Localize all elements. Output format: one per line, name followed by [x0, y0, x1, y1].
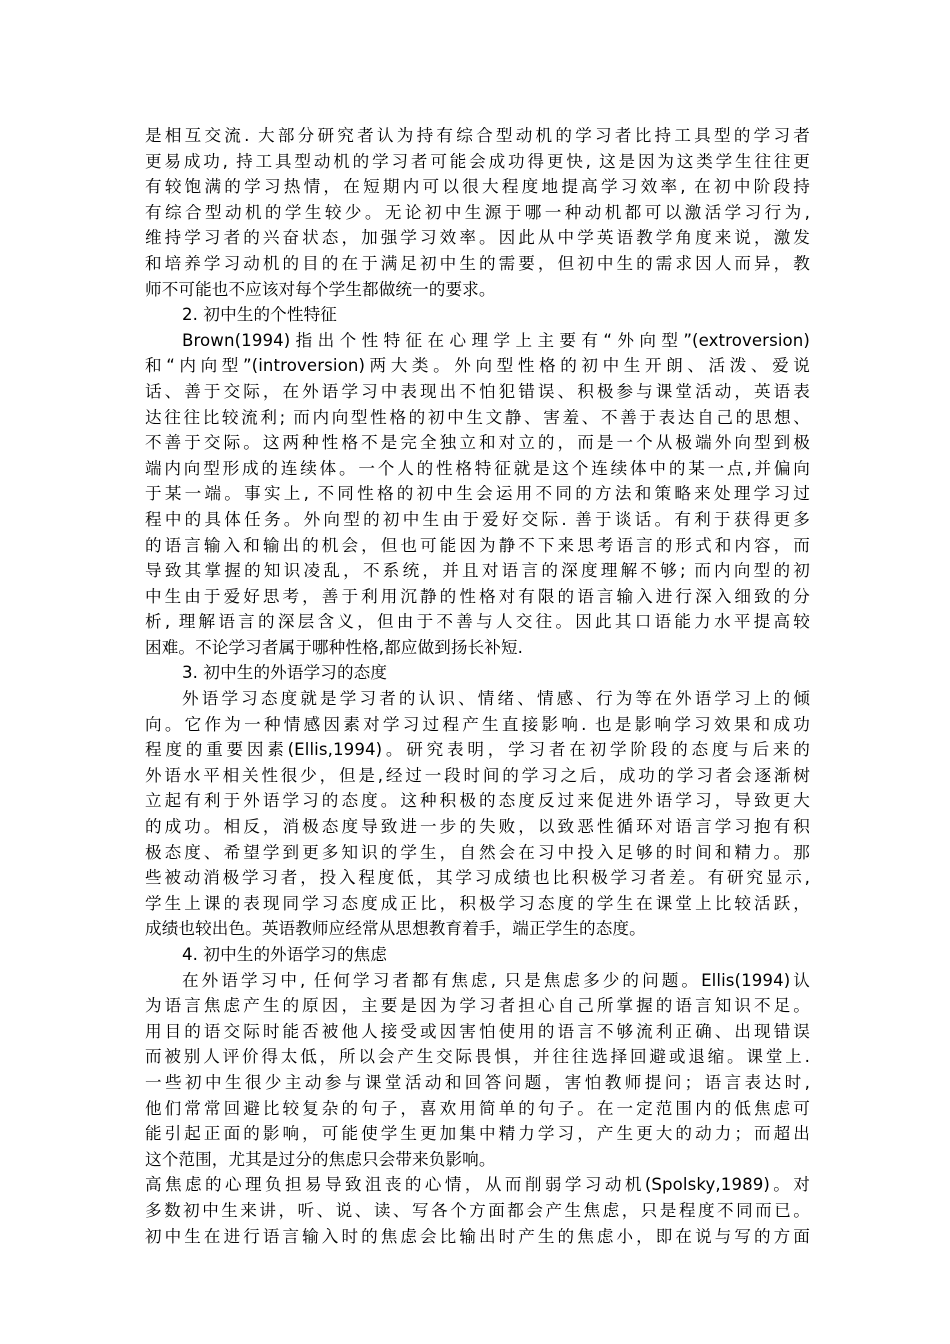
text-line: 不善于交际。这两种性格不是完全独立和对立的，而是一个从极端外向型到极	[145, 433, 810, 453]
text-line: 些被动消极学习者，投入程度低，其学习成绩也比积极学习者差。有研究显示,	[145, 868, 810, 888]
text-line: 和培养学习动机的目的在于满足初中生的需要，但初中生的需求因人而异，教	[145, 253, 810, 273]
text-line: 用目的语交际时能否被他人接受或因害怕使用的语言不够流利正确、出现错误	[145, 1021, 810, 1041]
paragraph-personality	[145, 328, 810, 661]
text-line: 高焦虑的心理负担易导致沮丧的心情，从而削弱学习动机(Spolsky,1989)。对	[145, 1175, 810, 1195]
text-line: 达往往比较流利; 而内向型性格的初中生文静、害羞、不善于表达自己的思想、	[145, 407, 810, 427]
text-line: 师不可能也不应该对每个学生都做统一的要求。	[145, 279, 496, 299]
paragraph-anxiety	[145, 968, 810, 1173]
section-heading-anxiety: 4. 初中生的外语学习的焦虑	[182, 945, 388, 964]
text-line: 析, 理解语言的深层含义，但由于不善与人交往。因此其口语能力水平提高较	[145, 612, 810, 632]
text-line: 中生由于爱好思考，善于利用沉静的性格对有限的语言输入进行深入细致的分	[145, 586, 810, 606]
text-line: 困难。不论学习者属于哪种性格,都应做到扬长补短.	[145, 637, 524, 657]
text-line: Brown(1994)指出个性特征在心理学上主要有“外向型”(extroversion)	[182, 330, 810, 350]
text-line: 而被别人评价得太低，所以会产生交际畏惧，并往往选择回避或退缩。课堂上.	[145, 1047, 810, 1067]
text-line: 学生上课的表现同学习态度成正比，积极学习态度的学生在课堂上比较活跃，	[145, 893, 810, 913]
text-line: 向。它作为一种情感因素对学习过程产生直接影响. 也是影响学习效果和成功	[145, 714, 810, 734]
text-line: 有较饱满的学习热情，在短期内可以很大程度地提高学习效率, 在初中阶段持	[145, 177, 810, 197]
text-line: 更易成功, 持工具型动机的学习者可能会成功得更快, 这是因为这类学生往往更	[145, 151, 810, 171]
text-line: 为语言焦虑产生的原因，主要是因为学习者担心自己所掌握的语言知识不足。	[145, 996, 810, 1016]
paragraph-anxiety-continued	[145, 1172, 810, 1249]
text-line: 的成功。相反，消极态度导致进一步的失败，以致恶性循环对语言学习抱有积	[145, 817, 810, 837]
text-line: 程中的具体任务。外向型的初中生由于爱好交际. 善于谈话。有利于获得更多	[145, 509, 810, 529]
text-line: 他们常常回避比较复杂的句子，喜欢用简单的句子。在一定范围内的低焦虑可	[145, 1098, 810, 1118]
text-line: 的语言输入和输出的机会，但也可能因为静不下来思考语言的形式和内容，而	[145, 535, 810, 555]
text-line: 导致其掌握的知识凌乱，不系统，并且对语言的深度理解不够; 而内向型的初	[145, 561, 810, 581]
section-heading-attitude: 3. 初中生的外语学习的态度	[182, 663, 388, 683]
text-line: 能引起正面的影响，可能使学生更加集中精力学习，产生更大的动力；而超出	[145, 1124, 810, 1144]
text-line: 端内向型形成的连续体。一个人的性格特征就是这个连续体中的某一点,并偏向	[145, 458, 810, 478]
text-line: 立起有利于外语学习的态度。这种积极的态度反过来促进外语学习，导致更大	[145, 791, 810, 811]
paragraph-motivation-continued	[145, 123, 810, 302]
text-line: 外语学习态度就是学习者的认识、情绪、情感、行为等在外语学习上的倾	[182, 689, 810, 709]
text-line: 极态度、希望学到更多知识的学生，自然会在习中投入足够的时间和精力。那	[145, 842, 810, 862]
text-line: 程度的重要因素(Ellis,1994)。研究表明，学习者在初学阶段的态度与后来的	[145, 740, 810, 760]
text-line: 话、善于交际，在外语学习中表现出不怕犯错误、积极参与课堂活动，英语表	[145, 381, 810, 401]
text-line: 和“内向型”(introversion)两大类。外向型性格的初中生开朗、活泼、爱说	[145, 356, 810, 376]
section-heading-personality: 2. 初中生的个性特征	[182, 305, 337, 325]
text-line: 初中生在进行语言输入时的焦虑会比输出时产生的焦虑小，即在说与写的方面	[145, 1226, 810, 1246]
text-line: 多数初中生来讲，听、说、读、写各个方面都会产生焦虑，只是程度不同而已。	[145, 1200, 810, 1220]
text-line: 是相互交流. 大部分研究者认为持有综合型动机的学习者比持工具型的学习者	[145, 126, 810, 145]
text-line: 外语水平相关性很少，但是,经过一段时间的学习之后，成功的学习者会逐渐树	[145, 765, 810, 785]
text-line: 成绩也较出色。英语教师应经常从思想教育着手，端正学生的态度。	[145, 919, 646, 939]
document-page	[145, 123, 810, 1249]
text-line: 在外语学习中, 任何学习者都有焦虑, 只是焦虑多少的问题。Ellis(1994)认	[182, 970, 810, 990]
text-line: 有综合型动机的学生较少。无论初中生源于哪一种动机都可以激活学习行为,	[145, 202, 810, 222]
text-line: 于某一端。事实上, 不同性格的初中生会运用不同的方法和策略来处理学习过	[145, 484, 810, 504]
paragraph-attitude	[145, 686, 810, 942]
text-line: 这个范围，尤其是过分的焦虑只会带来负影响。	[145, 1149, 496, 1169]
text-line: 一些初中生很少主动参与课堂活动和回答问题，害怕教师提问；语言表达时,	[145, 1072, 810, 1092]
text-line: 维持学习者的兴奋状态，加强学习效率。因此从中学英语教学角度来说，激发	[145, 228, 810, 248]
